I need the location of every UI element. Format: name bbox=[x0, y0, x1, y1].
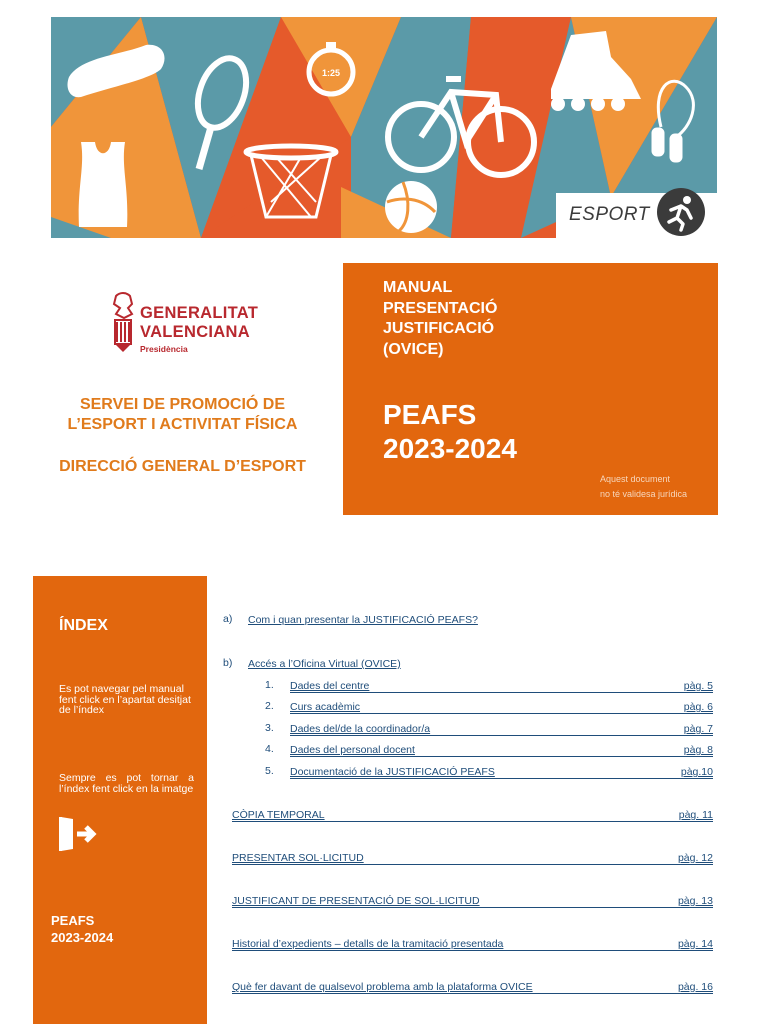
toc-subitem-page[interactable]: pàg. 8 bbox=[683, 744, 713, 756]
return-hint: Sempre es pot tornar a l’índex fent click en la imatge bbox=[59, 772, 194, 795]
toc-section-label[interactable]: PRESENTAR SOL·LICITUD bbox=[232, 852, 364, 864]
toc-underline bbox=[232, 950, 713, 951]
toc-section[interactable] bbox=[232, 808, 713, 822]
toc-subitem-page[interactable]: pàg. 6 bbox=[683, 701, 713, 713]
coat-of-arms-icon bbox=[110, 292, 136, 354]
logo-name bbox=[140, 304, 258, 342]
toc-subitem[interactable] bbox=[290, 765, 713, 779]
toc-underline bbox=[232, 907, 713, 908]
toc-subitem-label[interactable]: Curs acadèmic bbox=[290, 701, 361, 713]
toc-subitem-label[interactable]: Dades del centre bbox=[290, 680, 370, 692]
navigation-hint: Es pot navegar pel manual fent click en l’apartat desitjat de l’índex bbox=[59, 683, 191, 716]
toc-subitem[interactable] bbox=[290, 700, 713, 714]
toc-subitem-number: 1. bbox=[265, 679, 274, 691]
toc-underline bbox=[290, 735, 713, 736]
toc-subitem-number: 3. bbox=[265, 722, 274, 734]
toc-subitem-label[interactable]: Documentació de la JUSTIFICACIÓ PEAFS bbox=[290, 766, 495, 778]
toc-subitem-number: 4. bbox=[265, 743, 274, 755]
toc-section[interactable] bbox=[232, 980, 713, 994]
toc-section-label[interactable]: CÒPIA TEMPORAL bbox=[232, 809, 325, 821]
timer-readout: 1:25 bbox=[321, 68, 341, 78]
toc-underline bbox=[290, 692, 713, 693]
toc-section-page[interactable]: pàg. 13 bbox=[677, 895, 713, 907]
sports-banner bbox=[51, 17, 717, 238]
tank-top-icon bbox=[79, 142, 128, 227]
toc-marker-a: a) bbox=[223, 613, 233, 625]
toc-section-page[interactable]: pàg. 11 bbox=[678, 809, 713, 821]
toc-section-label[interactable]: JUSTIFICANT DE PRESENTACIÓ DE SOL·LICITUD bbox=[232, 895, 480, 907]
toc-subitem-label[interactable]: Dades del/de la coordinador/a bbox=[290, 723, 431, 735]
sidebar-program: PEAFS 2023-2024 bbox=[51, 913, 114, 945]
toc-section-label[interactable]: Què fer davant de qualsevol problema amb la plataforma OVICE bbox=[232, 981, 533, 993]
service-line2: L’ESPORT I ACTIVITAT FÍSICA bbox=[67, 416, 298, 433]
generalitat-logo bbox=[110, 292, 280, 362]
toc-underline bbox=[232, 993, 713, 994]
toc-section[interactable] bbox=[232, 937, 713, 951]
toc-subitem[interactable] bbox=[290, 743, 713, 757]
toc-subitem-page[interactable]: pàg.10 bbox=[680, 766, 713, 778]
toc-subitem-number: 5. bbox=[265, 765, 274, 777]
toc-item-a[interactable] bbox=[248, 613, 488, 627]
runner-icon bbox=[657, 188, 705, 236]
toc-marker-b: b) bbox=[223, 657, 233, 669]
toc-section-label[interactable]: Historial d’expedients – detalls de la tramitació presentada bbox=[232, 938, 504, 950]
logo-department: Presidència bbox=[140, 344, 188, 354]
toc-section-page[interactable]: pàg. 12 bbox=[677, 852, 713, 864]
index-title: ÍNDEX bbox=[59, 617, 108, 634]
manual-title: MANUAL PRESENTACIÓ JUSTIFICACIÓ (OVICE) bbox=[383, 279, 498, 358]
toc-section-page[interactable]: pàg. 16 bbox=[677, 981, 713, 993]
toc-underline bbox=[290, 713, 713, 714]
toc-subitem-number: 2. bbox=[265, 700, 274, 712]
toc-subitem-page[interactable]: pàg. 5 bbox=[683, 680, 713, 692]
toc-underline bbox=[290, 756, 713, 757]
service-name bbox=[30, 395, 335, 435]
program-title: PEAFS 2023-2024 bbox=[383, 399, 517, 464]
cover-card bbox=[343, 263, 718, 515]
section-label: ESPORT bbox=[569, 204, 650, 225]
exit-door-icon[interactable] bbox=[59, 815, 99, 853]
toc-subitem[interactable] bbox=[290, 722, 713, 736]
index-sidebar bbox=[33, 576, 207, 1024]
toc-item-a-label[interactable]: Com i quan presentar la JUSTIFICACIÓ PEAFS? bbox=[248, 614, 478, 626]
toc-underline bbox=[232, 821, 713, 822]
toc-section-page[interactable]: pàg. 14 bbox=[677, 938, 713, 950]
toc-subitem[interactable] bbox=[290, 679, 713, 693]
toc-subitem-label[interactable]: Dades del personal docent bbox=[290, 744, 415, 756]
toc-item-b[interactable] bbox=[248, 657, 418, 671]
service-line1: SERVEI DE PROMOCIÓ DE bbox=[79, 396, 286, 413]
toc-subitem-page[interactable]: pàg. 7 bbox=[683, 723, 713, 735]
toc-item-b-label[interactable]: Accés a l’Oficina Virtual (OVICE) bbox=[248, 658, 401, 670]
legal-disclaimer: Aquest document no té validesa jurídica bbox=[600, 474, 688, 499]
logo-name-line2: VALENCIANA bbox=[140, 323, 250, 341]
toc-section[interactable] bbox=[232, 894, 713, 908]
toc-underline bbox=[232, 864, 713, 865]
toc-section[interactable] bbox=[232, 851, 713, 865]
direction-name: DIRECCIÓ GENERAL D’ESPORT bbox=[59, 458, 306, 475]
logo-name-line1: GENERALITAT bbox=[140, 304, 259, 322]
toc-underline bbox=[290, 778, 713, 779]
